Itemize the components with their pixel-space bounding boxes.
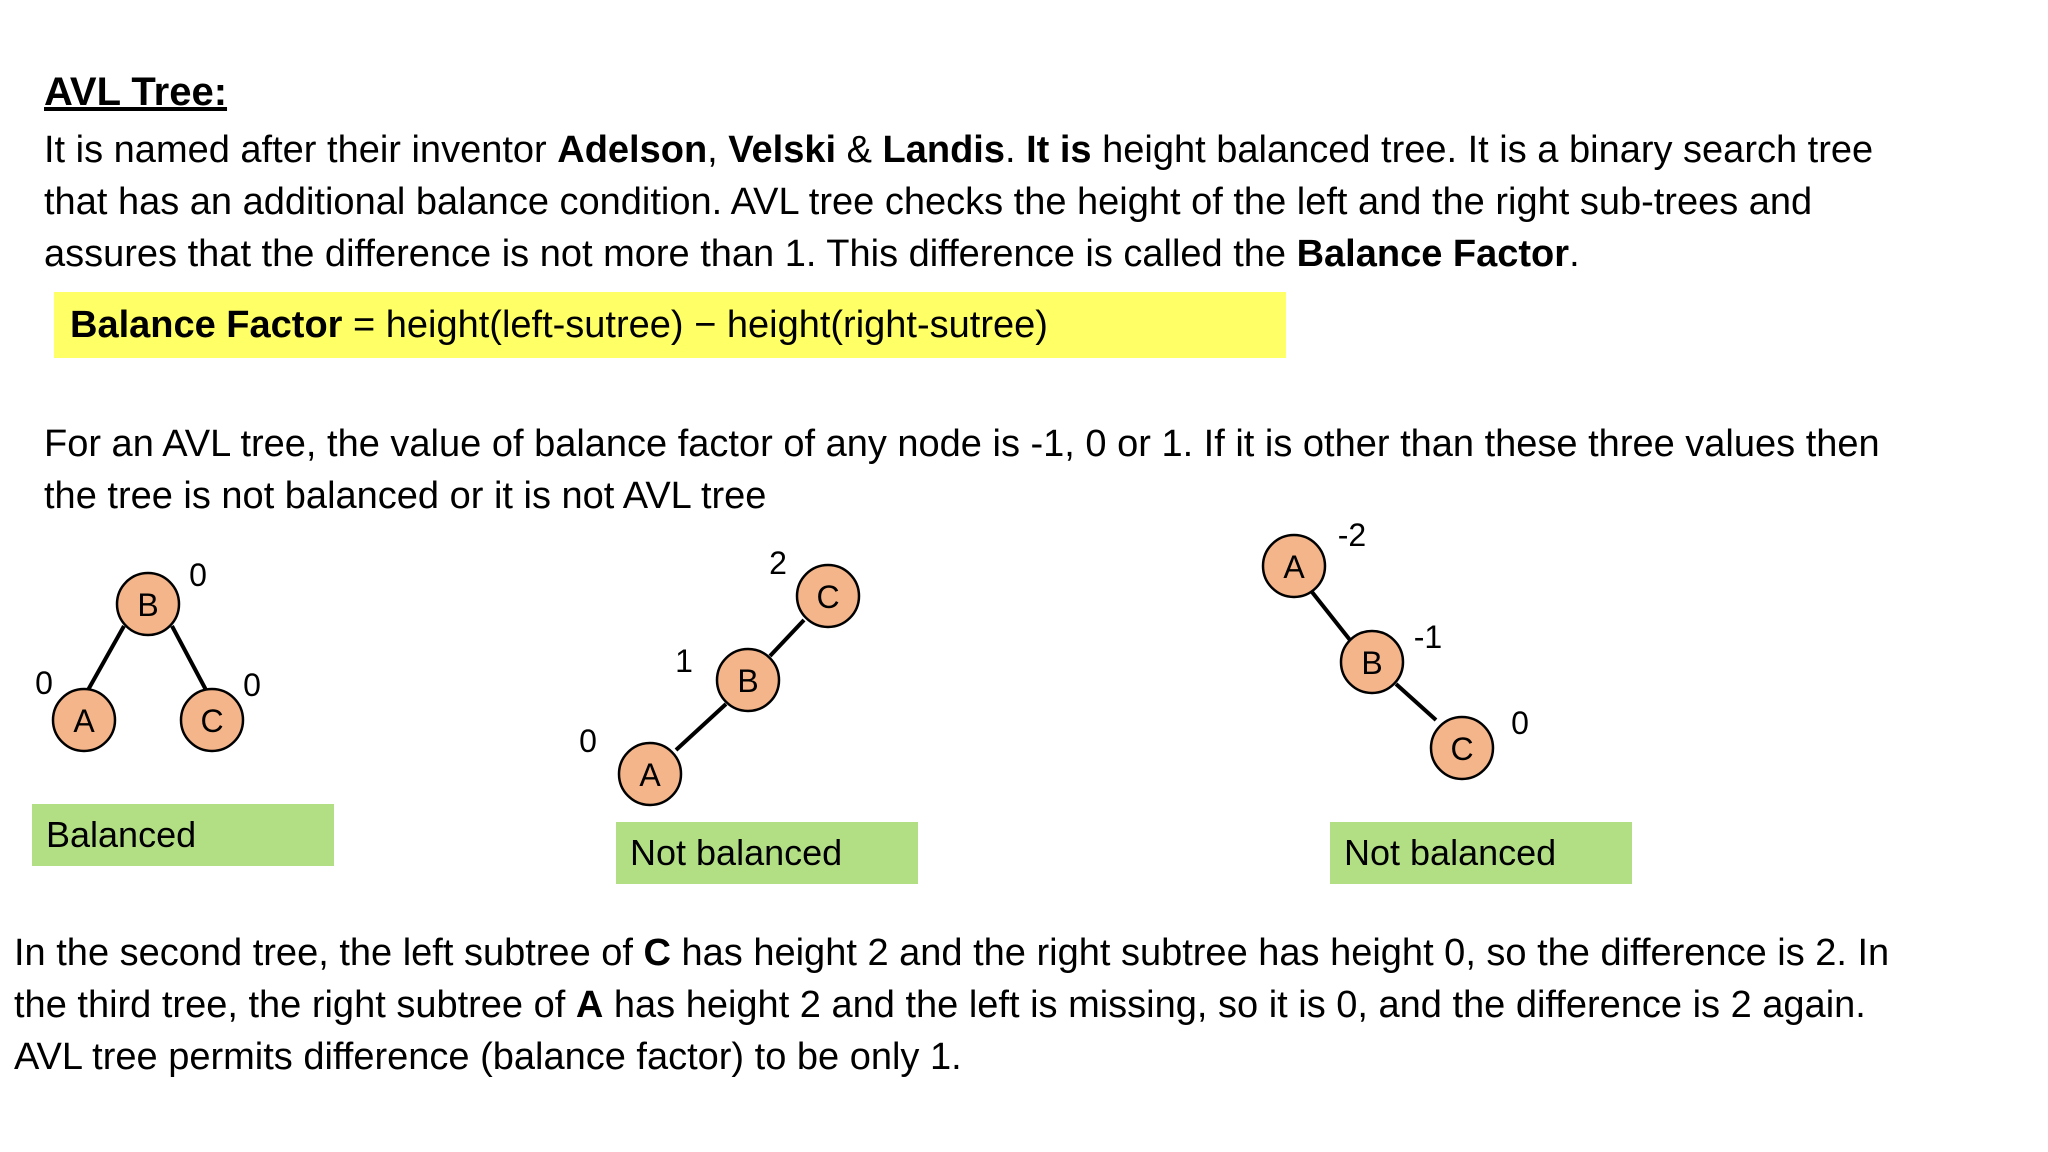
node-label: A xyxy=(639,757,661,793)
tree-not-balanced-right xyxy=(1263,517,1529,779)
balance-factor-label: 0 xyxy=(189,557,207,593)
intro-text: , xyxy=(707,129,729,171)
summary-node: A xyxy=(575,984,604,1026)
tree-node xyxy=(181,689,243,751)
tree-not-balanced-left xyxy=(579,545,859,805)
balance-factor-label: 0 xyxy=(579,723,597,759)
node-label: A xyxy=(1283,549,1305,585)
tree-balanced xyxy=(35,557,261,751)
summary-text: has height 2 and the left is missing, so it is 0, and the difference is 2 again. xyxy=(603,984,1866,1026)
tree-edge xyxy=(172,626,206,690)
summary-line-2 xyxy=(14,979,1889,1031)
summary-text: the third tree, the right subtree of xyxy=(14,984,576,1026)
inventor-adelson: Adelson xyxy=(557,129,708,171)
node-label: C xyxy=(1450,731,1474,767)
page-title: AVL Tree: xyxy=(44,70,228,114)
bf-note-line-2: the tree is not balanced or it is not AVL tree xyxy=(44,475,767,517)
balance-factor-label: -2 xyxy=(1337,517,1367,553)
tree-edge xyxy=(88,626,124,690)
balance-factor-label: 2 xyxy=(769,545,787,581)
bf-note-line-1: For an AVL tree, the value of balance factor of any node is -1, 0 or 1. If it is other than these three values then xyxy=(44,423,1880,465)
summary-text: has height 2 and the right subtree has height 0, so the difference is 2. In xyxy=(670,932,1890,974)
summary-text: In the second tree, the left subtree of xyxy=(14,932,644,974)
node-label: A xyxy=(73,703,95,739)
summary-line-3: AVL tree permits difference (balance factor) to be only 1. xyxy=(14,1036,962,1078)
tree-edge xyxy=(770,620,804,656)
summary-node: C xyxy=(643,932,671,974)
balance-factor-label: 0 xyxy=(243,667,261,703)
intro-text: assures that the difference is not more than 1. This difference is called the xyxy=(44,233,1297,275)
balance-factor-label: -1 xyxy=(1413,619,1443,655)
tree-node xyxy=(1341,631,1403,693)
inventor-velski: Velski xyxy=(728,129,837,171)
status-label-balanced: Balanced xyxy=(32,804,334,866)
node-label: B xyxy=(737,663,759,699)
formula-expression: = height(left-sutree) − height(right-sutree) xyxy=(342,304,1048,346)
tree-node xyxy=(797,565,859,627)
balance-factor-term: Balance Factor xyxy=(1296,233,1570,275)
tree-node xyxy=(1431,717,1493,779)
inventor-landis: Landis xyxy=(882,129,1005,171)
tree-edge xyxy=(676,704,726,750)
status-label-not-balanced: Not balanced xyxy=(616,822,918,884)
intro-text: It is named after their inventor xyxy=(44,129,558,171)
summary-paragraph xyxy=(14,927,1889,1083)
intro-text: height balanced tree. It is a binary search tree xyxy=(1091,129,1874,171)
summary-line-1 xyxy=(14,927,1889,979)
tree-node xyxy=(619,743,681,805)
status-label-not-balanced: Not balanced xyxy=(1330,822,1632,884)
intro-text: . xyxy=(1569,233,1580,275)
balance-factor-label: 0 xyxy=(35,665,53,701)
tree-edge xyxy=(1396,684,1436,720)
intro-text: . xyxy=(1004,129,1027,171)
node-label: B xyxy=(1361,645,1383,681)
intro-text: & xyxy=(836,129,883,171)
balance-factor-label: 1 xyxy=(675,643,693,679)
node-label: C xyxy=(200,703,224,739)
formula-term: Balance Factor xyxy=(70,304,343,346)
tree-node xyxy=(117,573,179,635)
tree-node xyxy=(1263,535,1325,597)
intro-line-2: that has an additional balance condition. AVL tree checks the height of the left and the right sub-trees and xyxy=(44,181,1813,223)
tree-node xyxy=(53,689,115,751)
intro-emphasis: It is xyxy=(1026,129,1092,171)
node-label: C xyxy=(816,579,840,615)
tree-edge xyxy=(1312,592,1350,640)
balance-factor-label: 0 xyxy=(1511,705,1529,741)
node-label: B xyxy=(137,587,159,623)
tree-node xyxy=(717,649,779,711)
